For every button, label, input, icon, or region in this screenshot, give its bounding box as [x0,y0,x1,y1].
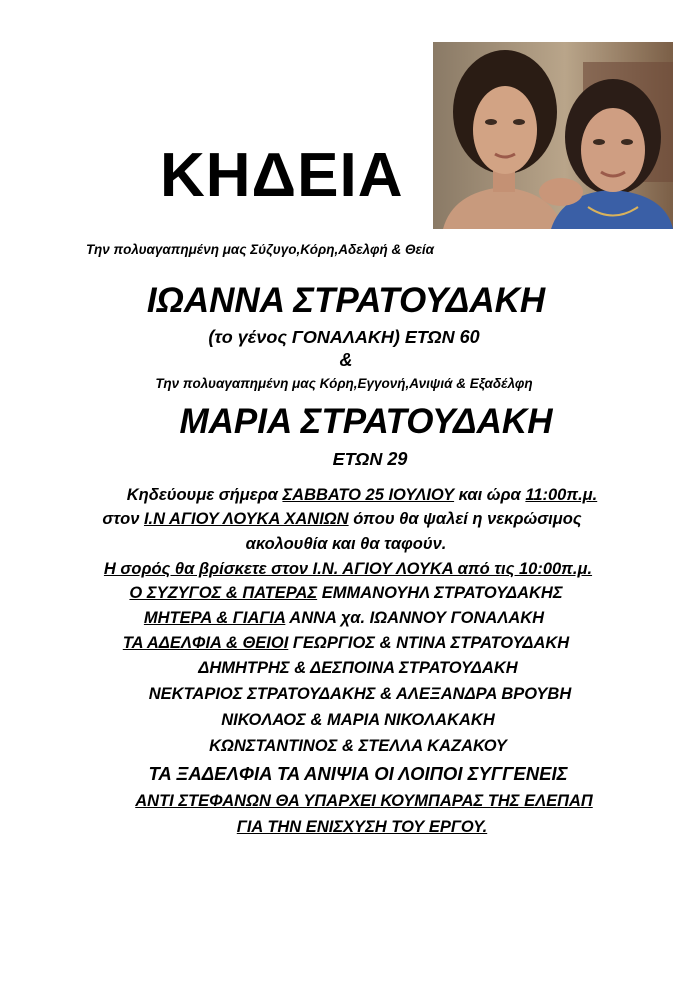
mourner-row-3 [0,634,694,653]
age-2: ΕΤΩΝ 29 [332,449,408,469]
funeral-text: όπου θα ψαλεί η νεκρώσιμος [348,510,582,528]
mourner-row-1 [0,584,694,603]
funeral-line-4: Η σορός θα βρίσκετε στον Ι.Ν. ΑΓΙΟΥ ΛΟΥΚΑ από τις 10:00π.μ. [103,560,593,578]
deceased-name-2: ΜΑΡΙΑ ΣΤΡΑΤΟΥΔΑΚΗ [179,402,553,441]
funeral-text: Κηδεύουμε σήμερα [126,486,283,504]
mourner-label: ΜΗΤΕΡΑ & ΓΙΑΓΙΑ [143,609,286,627]
mourner-row-8: ΤΑ ΞΑΔΕΛΦΙΑ ΤΑ ΑΝΙΨΙΑ ΟΙ ΛΟΙΠΟΙ ΣΥΓΓΕΝΕΙΣ [148,763,568,784]
photo-two-women-icon [433,42,673,229]
mourner-row-5: ΝΕΚΤΑΡΙΟΣ ΣΤΡΑΤΟΥΔΑΚΗΣ & ΑΛΕΞΑΝΔΡΑ ΒΡΟΥΒΗ [148,685,572,703]
mourner-row-6: ΝΙΚΟΛΑΟΣ & ΜΑΡΙΑ ΝΙΚΟΛΑΚΑΚΗ [221,711,495,729]
mourner-names: ΓΕΩΡΓΙΟΣ & ΝΤΙΝΑ ΣΤΡΑΤΟΥΔΑΚΗ [288,634,570,652]
ampersand: & [339,350,353,370]
mourner-names: ΑΝΝΑ χα. ΙΩΑΝΝΟΥ ΓΟΝΑΛΑΚΗ [285,609,545,627]
mourner-row-2 [0,609,692,628]
mourner-row-4: ΔΗΜΗΤΡΗΣ & ΔΕΣΠΟΙΝΑ ΣΤΡΑΤΟΥΔΑΚΗ [198,659,518,677]
deceased-name-1: ΙΩΑΝΝΑ ΣΤΡΑΤΟΥΔΑΚΗ [146,281,546,320]
funeral-date: ΣΑΒΒΑΤΟ 25 ΙΟΥΛΙΟΥ [282,486,455,504]
mourner-label: Ο ΣΥΖΥΓΟΣ & ΠΑΤΕΡΑΣ [129,584,318,602]
page-title: ΚΗΔΕΙΑ [160,141,404,210]
funeral-text: και ώρα [454,486,526,504]
mourner-row-7: ΚΩΝΣΤΑΝΤΙΝΟΣ & ΣΤΕΛΛΑ ΚΑΖΑΚΟΥ [209,737,507,755]
mourner-names: ΕΜΜΑΝΟΥΗΛ ΣΤΡΑΤΟΥΔΑΚΗΣ [317,584,563,602]
closing-line-2: ΓΙΑ ΤΗΝ ΕΝΙΣΧΥΣΗ ΤΟΥ ΕΡΓΟΥ. [236,818,488,836]
intro-line-2: Την πολυαγαπημένη μας Κόρη,Εγγονή,Ανιψιά & Εξαδέλφη [155,376,533,391]
funeral-time: 11:00π.μ. [525,486,598,504]
closing-line-1: ΑΝΤΙ ΣΤΕΦΑΝΩΝ ΘΑ ΥΠΑΡΧΕΙ ΚΟΥΜΠΑΡΑΣ ΤΗΣ ΕΛΕΠΑΠ [135,792,593,810]
mourner-label: ΤΑ ΑΔΕΛΦΙΑ & ΘΕΙΟΙ [122,634,289,652]
funeral-line-3: ακολουθία και θα ταφούν. [245,535,447,553]
funeral-line-2 [0,510,690,529]
funeral-text: στον [102,510,144,528]
funeral-church: Ι.Ν ΑΓΙΟΥ ΛΟΥΚΑ ΧΑΝΙΩΝ [143,510,349,528]
maiden-name-age: (το γένος ΓΟΝΑΛΑΚΗ) ΕΤΩΝ 60 [208,327,480,347]
intro-line-1: Την πολυαγαπημένη μας Σύζυγο,Κόρη,Αδελφή & Θεία [85,242,435,257]
funeral-line-1 [14,486,696,505]
